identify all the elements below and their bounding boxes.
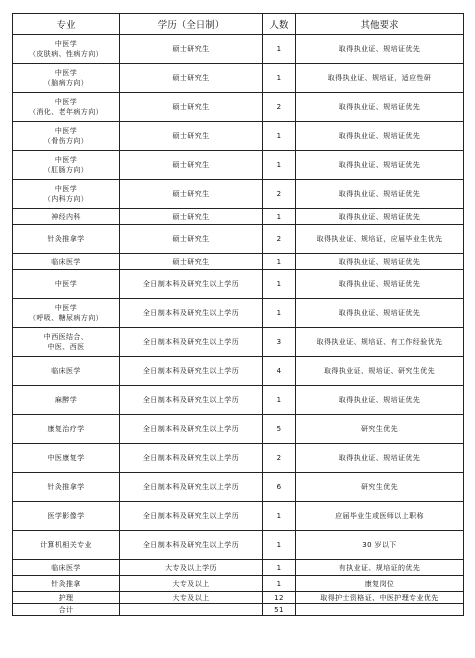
major-cell bbox=[13, 473, 120, 502]
education-cell: 全日制本科及研究生以上学历 bbox=[120, 328, 263, 357]
major-name: 护理 bbox=[58, 593, 74, 602]
count-cell: 1 bbox=[263, 502, 296, 531]
count-cell: 2 bbox=[263, 180, 296, 209]
major-name: 针灸推拿 bbox=[51, 579, 81, 588]
count-cell: 1 bbox=[263, 209, 296, 225]
major-name: 针灸推拿学 bbox=[47, 235, 85, 243]
education-cell: 硕士研究生 bbox=[120, 254, 263, 270]
major-cell bbox=[13, 592, 120, 604]
table-row bbox=[13, 357, 464, 386]
major-cell bbox=[13, 576, 120, 592]
major-name: 中医学 bbox=[54, 98, 78, 106]
requirements-cell: 取得护士资格证、中医护理专业优先 bbox=[296, 592, 464, 604]
requirements-cell: 取得执业证、规培证、有工作经验优先 bbox=[296, 328, 464, 357]
header-requirements: 其他要求 bbox=[296, 14, 464, 35]
requirements-cell: 有执业证、规培证的优先 bbox=[296, 560, 464, 576]
table-row bbox=[13, 328, 464, 357]
header-education: 学历（全日制） bbox=[120, 14, 263, 35]
major-cell bbox=[13, 502, 120, 531]
count-cell: 1 bbox=[263, 299, 296, 328]
major-cell bbox=[13, 444, 120, 473]
total-label: 合计 bbox=[13, 604, 120, 616]
education-cell: 全日制本科及研究生以上学历 bbox=[120, 299, 263, 328]
major-cell bbox=[13, 415, 120, 444]
requirements-cell: 30 岁以下 bbox=[296, 531, 464, 560]
count-cell: 1 bbox=[263, 270, 296, 299]
major-cell bbox=[13, 64, 120, 93]
major-direction: （皮肤病、性病方向） bbox=[29, 50, 103, 58]
major-cell bbox=[13, 254, 120, 270]
table-row bbox=[13, 122, 464, 151]
major-name: 临床医学 bbox=[51, 257, 81, 266]
table-row bbox=[13, 225, 464, 254]
table-row bbox=[13, 560, 464, 576]
requirements-cell: 研究生优先 bbox=[296, 415, 464, 444]
major-name: 中医学 bbox=[54, 127, 78, 135]
requirements-cell: 取得执业证、规培证优先 bbox=[296, 386, 464, 415]
table-row bbox=[13, 180, 464, 209]
requirements-cell: 取得执业证、规培证优先 bbox=[296, 151, 464, 180]
requirements-cell: 应届毕业生或医师以上职称 bbox=[296, 502, 464, 531]
table-row bbox=[13, 576, 464, 592]
header-major: 专业 bbox=[13, 14, 120, 35]
count-cell: 1 bbox=[263, 531, 296, 560]
requirements-cell: 康复岗位 bbox=[296, 576, 464, 592]
count-cell: 5 bbox=[263, 415, 296, 444]
education-cell: 硕士研究生 bbox=[120, 64, 263, 93]
education-cell: 全日制本科及研究生以上学历 bbox=[120, 415, 263, 444]
requirements-cell: 取得执业证、规培证、研究生优先 bbox=[296, 357, 464, 386]
table-row bbox=[13, 270, 464, 299]
education-cell: 硕士研究生 bbox=[120, 209, 263, 225]
count-cell: 2 bbox=[263, 225, 296, 254]
header-row bbox=[13, 14, 464, 35]
table-row bbox=[13, 209, 464, 225]
requirements-cell: 研究生优先 bbox=[296, 473, 464, 502]
major-cell bbox=[13, 357, 120, 386]
education-cell: 硕士研究生 bbox=[120, 151, 263, 180]
count-cell: 4 bbox=[263, 357, 296, 386]
table-row bbox=[13, 299, 464, 328]
education-cell: 全日制本科及研究生以上学历 bbox=[120, 270, 263, 299]
major-cell bbox=[13, 225, 120, 254]
major-direction: （呼吸、糖尿病方向） bbox=[29, 314, 103, 322]
requirements-cell: 取得执业证、规培证优先 bbox=[296, 270, 464, 299]
major-name: 中医学 bbox=[54, 185, 78, 193]
education-cell: 硕士研究生 bbox=[120, 93, 263, 122]
major-cell bbox=[13, 122, 120, 151]
major-direction: （肛肠方向） bbox=[43, 166, 89, 174]
major-direction: （消化、老年病方向） bbox=[29, 108, 103, 116]
header-count: 人数 bbox=[263, 14, 296, 35]
total-row bbox=[13, 604, 464, 616]
major-name: 麻醉学 bbox=[54, 396, 78, 404]
major-cell bbox=[13, 531, 120, 560]
requirements-cell: 取得执业证、规培证优先 bbox=[296, 444, 464, 473]
major-cell bbox=[13, 270, 120, 299]
major-name: 中医学 bbox=[54, 280, 78, 288]
major-name: 中医康复学 bbox=[47, 454, 85, 462]
count-cell: 1 bbox=[263, 254, 296, 270]
major-cell bbox=[13, 93, 120, 122]
total-count: 51 bbox=[263, 604, 296, 616]
education-cell: 全日制本科及研究生以上学历 bbox=[120, 357, 263, 386]
major-cell bbox=[13, 386, 120, 415]
total-empty-cell bbox=[296, 604, 464, 616]
major-name: 临床医学 bbox=[51, 367, 81, 375]
major-name: 中医学 bbox=[54, 40, 78, 48]
requirements-cell: 取得执业证、规培证优先 bbox=[296, 299, 464, 328]
requirements-cell: 取得执业证、规培证优先 bbox=[296, 209, 464, 225]
table-row bbox=[13, 386, 464, 415]
education-cell: 全日制本科及研究生以上学历 bbox=[120, 531, 263, 560]
count-cell: 1 bbox=[263, 576, 296, 592]
count-cell: 1 bbox=[263, 64, 296, 93]
count-cell: 2 bbox=[263, 93, 296, 122]
major-cell bbox=[13, 35, 120, 64]
requirements-cell: 取得执业证、规培证，应届毕业生优先 bbox=[296, 225, 464, 254]
major-name: 神经内科 bbox=[51, 212, 81, 221]
table-row bbox=[13, 473, 464, 502]
education-cell: 大专及以上 bbox=[120, 592, 263, 604]
major-name: 计算机相关专业 bbox=[40, 541, 92, 549]
requirements-cell: 取得执业证、规培证，适应性研 bbox=[296, 64, 464, 93]
major-direction: （骨伤方向） bbox=[43, 137, 89, 145]
major-direction: （内科方向） bbox=[43, 195, 89, 203]
education-cell: 硕士研究生 bbox=[120, 35, 263, 64]
count-cell: 6 bbox=[263, 473, 296, 502]
recruitment-table bbox=[12, 13, 464, 616]
table-body bbox=[13, 35, 464, 616]
major-name: 中西医结合、 bbox=[43, 333, 89, 341]
table-row bbox=[13, 531, 464, 560]
count-cell: 2 bbox=[263, 444, 296, 473]
count-cell: 1 bbox=[263, 35, 296, 64]
major-cell bbox=[13, 560, 120, 576]
total-empty-cell bbox=[120, 604, 263, 616]
requirements-cell: 取得执业证、规培证优先 bbox=[296, 35, 464, 64]
major-name: 中医学 bbox=[54, 156, 78, 164]
count-cell: 1 bbox=[263, 122, 296, 151]
table-row bbox=[13, 151, 464, 180]
count-cell: 3 bbox=[263, 328, 296, 357]
major-name: 康复治疗学 bbox=[47, 425, 85, 433]
major-name: 医学影像学 bbox=[47, 512, 85, 520]
requirements-cell: 取得执业证、规培证优先 bbox=[296, 180, 464, 209]
major-cell bbox=[13, 209, 120, 225]
education-cell: 全日制本科及研究生以上学历 bbox=[120, 473, 263, 502]
table-row bbox=[13, 93, 464, 122]
education-cell: 硕士研究生 bbox=[120, 180, 263, 209]
education-cell: 大专及以上学历 bbox=[120, 560, 263, 576]
education-cell: 硕士研究生 bbox=[120, 122, 263, 151]
major-name: 中医学 bbox=[54, 304, 78, 312]
table-row bbox=[13, 592, 464, 604]
major-cell bbox=[13, 180, 120, 209]
education-cell: 全日制本科及研究生以上学历 bbox=[120, 444, 263, 473]
requirements-cell: 取得执业证、规培证优先 bbox=[296, 93, 464, 122]
requirements-cell: 取得执业证、规培证优先 bbox=[296, 254, 464, 270]
requirements-cell: 取得执业证、规培证优先 bbox=[296, 122, 464, 151]
major-name: 针灸推拿学 bbox=[47, 483, 85, 491]
education-cell: 硕士研究生 bbox=[120, 225, 263, 254]
recruitment-table-container bbox=[12, 13, 464, 616]
major-direction: （脑病方向） bbox=[43, 79, 89, 87]
table-row bbox=[13, 444, 464, 473]
major-direction: 中医、西医 bbox=[47, 343, 85, 351]
major-name: 中医学 bbox=[54, 69, 78, 77]
education-cell: 大专及以上 bbox=[120, 576, 263, 592]
education-cell: 全日制本科及研究生以上学历 bbox=[120, 502, 263, 531]
major-cell bbox=[13, 151, 120, 180]
table-row bbox=[13, 415, 464, 444]
count-cell: 1 bbox=[263, 560, 296, 576]
education-cell: 全日制本科及研究生以上学历 bbox=[120, 386, 263, 415]
count-cell: 1 bbox=[263, 386, 296, 415]
major-name: 临床医学 bbox=[51, 563, 81, 572]
count-cell: 12 bbox=[263, 592, 296, 604]
table-row bbox=[13, 254, 464, 270]
major-cell bbox=[13, 328, 120, 357]
table-row bbox=[13, 35, 464, 64]
table-row bbox=[13, 64, 464, 93]
major-cell bbox=[13, 299, 120, 328]
table-row bbox=[13, 502, 464, 531]
count-cell: 1 bbox=[263, 151, 296, 180]
